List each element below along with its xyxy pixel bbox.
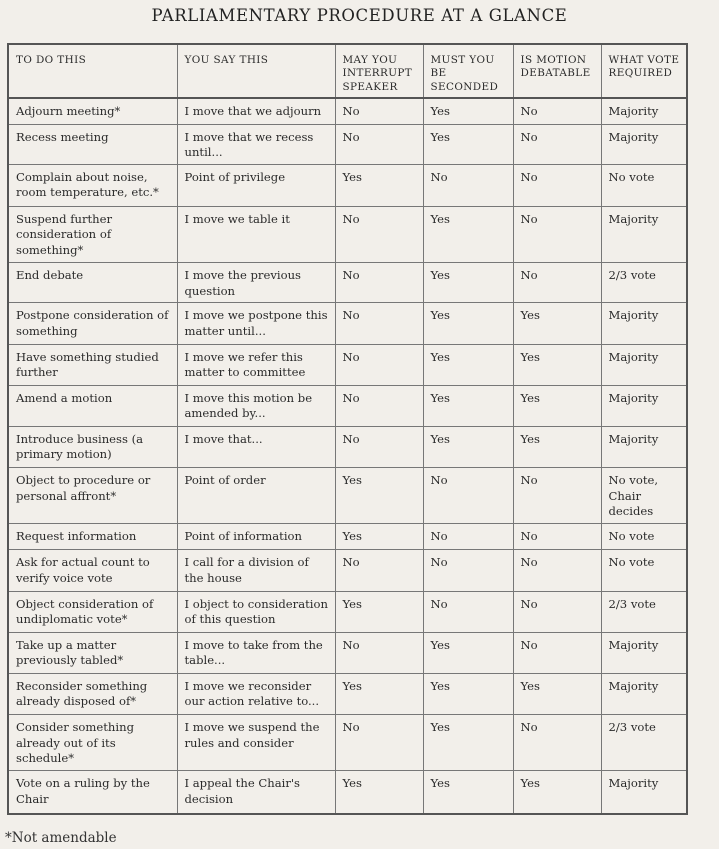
table-cell: Yes: [513, 385, 601, 426]
table-row: [8, 206, 687, 262]
table-cell: No vote, Chair decides: [601, 468, 687, 524]
table-header-row: [8, 44, 687, 98]
table-cell: No: [335, 263, 423, 303]
table-cell: No: [513, 550, 601, 591]
table-row: [8, 632, 687, 673]
table-row: [8, 524, 687, 550]
table-cell: Yes: [335, 524, 423, 550]
table-cell: Have something studied further: [8, 344, 177, 385]
column-header: WHAT VOTE REQUIRED: [601, 44, 687, 98]
table-cell: No: [335, 124, 423, 164]
table-cell: Yes: [513, 673, 601, 714]
table-cell: End debate: [8, 263, 177, 303]
table-cell: 2/3 vote: [601, 715, 687, 771]
table-cell: Yes: [423, 263, 513, 303]
table-cell: I move we postpone this matter until...: [177, 303, 335, 344]
table-cell: No: [335, 550, 423, 591]
table-cell: Vote on a ruling by the Chair: [8, 771, 177, 814]
table-row: [8, 385, 687, 426]
table-cell: Yes: [423, 426, 513, 467]
footnote: *Not amendable: [5, 830, 117, 846]
table-cell: 2/3 vote: [601, 591, 687, 632]
table-cell: No: [335, 426, 423, 467]
table-cell: Recess meeting: [8, 124, 177, 164]
table-cell: No: [513, 164, 601, 206]
table-cell: No: [513, 715, 601, 771]
table-cell: Yes: [335, 771, 423, 814]
table-cell: Object to procedure or personal affront*: [8, 468, 177, 524]
table-cell: No: [513, 524, 601, 550]
column-header: IS MOTION DEBATABLE: [513, 44, 601, 98]
table-row: [8, 344, 687, 385]
table-cell: No: [513, 206, 601, 262]
table-cell: Majority: [601, 385, 687, 426]
table-cell: Majority: [601, 206, 687, 262]
table-cell: Adjourn meeting*: [8, 98, 177, 124]
table-cell: Yes: [423, 632, 513, 673]
table-cell: Yes: [335, 468, 423, 524]
table-cell: Suspend further consideration of something*: [8, 206, 177, 262]
table-row: [8, 715, 687, 771]
table-cell: Majority: [601, 771, 687, 814]
table-cell: I move that we adjourn: [177, 98, 335, 124]
table-row: [8, 591, 687, 632]
table-cell: Object consideration of undiplomatic vote*: [8, 591, 177, 632]
table-cell: I move to take from the table...: [177, 632, 335, 673]
table-cell: No: [513, 591, 601, 632]
table-cell: No: [513, 263, 601, 303]
table-cell: I move we reconsider our action relative to...: [177, 673, 335, 714]
table-cell: No vote: [601, 164, 687, 206]
table-cell: Yes: [513, 303, 601, 344]
table-row: [8, 426, 687, 467]
table-cell: I appeal the Chair's decision: [177, 771, 335, 814]
table-cell: Yes: [423, 385, 513, 426]
table-cell: No: [335, 303, 423, 344]
table-cell: Majority: [601, 124, 687, 164]
table-cell: Majority: [601, 303, 687, 344]
table-cell: No: [335, 385, 423, 426]
table-cell: Yes: [335, 164, 423, 206]
table-cell: Yes: [335, 591, 423, 632]
table-row: [8, 263, 687, 303]
table-row: [8, 98, 687, 124]
table-cell: Yes: [423, 344, 513, 385]
table-row: [8, 303, 687, 344]
table-cell: No: [423, 524, 513, 550]
table-cell: No vote: [601, 550, 687, 591]
table-cell: Point of privilege: [177, 164, 335, 206]
table-cell: 2/3 vote: [601, 263, 687, 303]
table-row: [8, 468, 687, 524]
table-cell: Majority: [601, 344, 687, 385]
table-cell: Amend a motion: [8, 385, 177, 426]
table-cell: I move this motion be amended by...: [177, 385, 335, 426]
table-cell: Yes: [513, 771, 601, 814]
table-cell: Yes: [513, 426, 601, 467]
table-row: [8, 164, 687, 206]
table-cell: Request information: [8, 524, 177, 550]
table-cell: No: [513, 124, 601, 164]
table-row: [8, 673, 687, 714]
table-cell: Point of information: [177, 524, 335, 550]
table-cell: Majority: [601, 426, 687, 467]
table-cell: Majority: [601, 673, 687, 714]
table-cell: Yes: [423, 124, 513, 164]
table-cell: Yes: [423, 715, 513, 771]
table-cell: Ask for actual count to verify voice vote: [8, 550, 177, 591]
table-cell: No: [423, 468, 513, 524]
table-cell: Postpone consideration of something: [8, 303, 177, 344]
table-cell: I move that we recess until...: [177, 124, 335, 164]
table-cell: Yes: [423, 771, 513, 814]
table-cell: No: [335, 206, 423, 262]
column-header: TO DO THIS: [8, 44, 177, 98]
table-cell: No: [335, 632, 423, 673]
table-cell: No: [335, 715, 423, 771]
table-cell: No: [513, 98, 601, 124]
table-cell: I move we table it: [177, 206, 335, 262]
table-cell: No: [423, 591, 513, 632]
table-cell: Take up a matter previously tabled*: [8, 632, 177, 673]
table-cell: Yes: [423, 303, 513, 344]
table-cell: Majority: [601, 98, 687, 124]
table-cell: No: [513, 632, 601, 673]
table-cell: No: [423, 164, 513, 206]
column-header: MUST YOU BE SECONDED: [423, 44, 513, 98]
table-cell: I object to consideration of this question: [177, 591, 335, 632]
table-cell: Consider something already out of its schedule*: [8, 715, 177, 771]
table-cell: No vote: [601, 524, 687, 550]
table-cell: No: [335, 344, 423, 385]
table-row: [8, 550, 687, 591]
table-cell: Yes: [423, 673, 513, 714]
column-header: MAY YOU INTERRUPT SPEAKER: [335, 44, 423, 98]
table-cell: I move we refer this matter to committee: [177, 344, 335, 385]
table-cell: I move that...: [177, 426, 335, 467]
table-cell: I move the previous question: [177, 263, 335, 303]
table-row: [8, 124, 687, 164]
table-cell: I call for a division of the house: [177, 550, 335, 591]
table-row: [8, 771, 687, 814]
table-cell: Reconsider something already disposed of*: [8, 673, 177, 714]
procedure-table: [7, 43, 688, 815]
table-cell: Yes: [513, 344, 601, 385]
table-cell: No: [423, 550, 513, 591]
table-cell: Yes: [335, 673, 423, 714]
table-cell: I move we suspend the rules and consider: [177, 715, 335, 771]
table-cell: No: [513, 468, 601, 524]
table-cell: Yes: [423, 98, 513, 124]
table-cell: Point of order: [177, 468, 335, 524]
table-cell: Yes: [423, 206, 513, 262]
document-title: PARLIAMENTARY PROCEDURE AT A GLANCE: [151, 6, 568, 25]
table-cell: Introduce business (a primary motion): [8, 426, 177, 467]
table-cell: No: [335, 98, 423, 124]
table-cell: Majority: [601, 632, 687, 673]
column-header: YOU SAY THIS: [177, 44, 335, 98]
table-cell: Complain about noise, room temperature, etc.*: [8, 164, 177, 206]
